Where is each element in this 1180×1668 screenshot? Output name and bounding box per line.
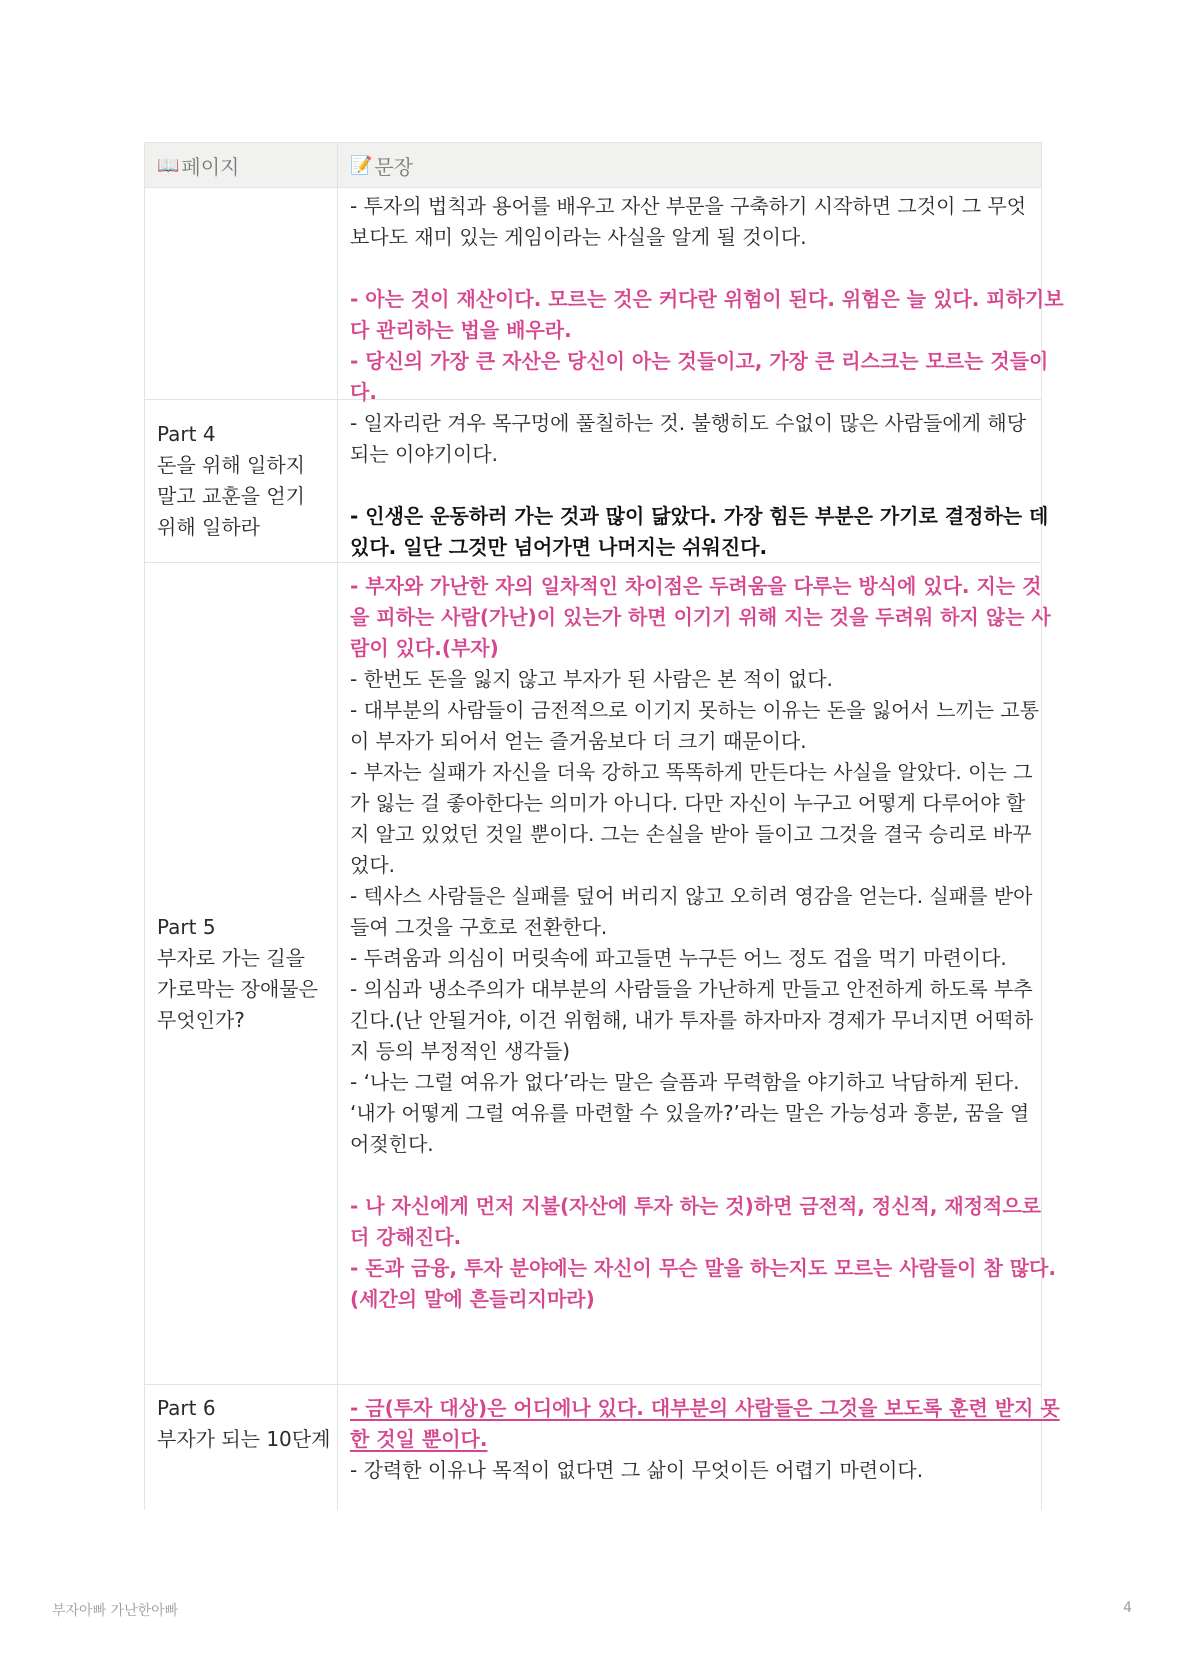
text-cell	[338, 1385, 1070, 1510]
highlight-line: 다.	[350, 380, 377, 404]
part-subtitle: 무엇인가?	[157, 1007, 245, 1032]
table-row	[145, 1385, 1060, 1510]
highlight-line: 람이 있다.(부자)	[350, 636, 499, 660]
highlight-line: - 돈과 금융, 투자 분야에는 자신이 무슨 말을 하는지도 모르는 사람들이 참 많다.	[350, 1256, 1056, 1280]
memo-icon: 📝	[350, 154, 373, 176]
highlight-line: 더 강해진다.	[350, 1225, 462, 1249]
table-row	[145, 400, 1049, 563]
footer-document-title: 부자아빠 가난한아빠	[52, 1603, 179, 1619]
text-cell	[338, 563, 1066, 1384]
table-row	[145, 563, 1056, 1385]
notes-table	[144, 142, 1064, 1510]
quote-line: 지 등의 부정적인 생각들)	[350, 1039, 571, 1063]
header-page-label: 페이지	[181, 154, 240, 179]
table-header	[145, 142, 1041, 188]
quote-line: 되는 이야기이다.	[350, 442, 498, 466]
footer-page-number: 4	[1123, 1600, 1132, 1616]
spacer	[350, 1160, 1056, 1191]
part-title: Part 6	[157, 1396, 216, 1420]
highlight-line: - 당신의 가장 큰 자산은 당신이 아는 것들이고, 가장 큰 리스크는 모르는 것들이	[350, 349, 1049, 373]
quote-line: 가 잃는 걸 좋아한다는 의미가 아니다. 다만 자신이 누구고 어떻게 다루어야 할	[350, 791, 1026, 815]
highlight-line: 을 피하는 사람(가난)이 있는가 하면 이기기 위해 지는 것을 두려워 하지 않는 사	[350, 605, 1051, 629]
spacer	[350, 470, 1048, 501]
highlight-line: - 아는 것이 재산이다. 모르는 것은 커다란 위험이 된다. 위험은 늘 있다. 피하기보	[350, 287, 1064, 311]
quote-line: - 강력한 이유나 목적이 없다면 그 삶이 무엇이든 어렵기 마련이다.	[350, 1458, 924, 1482]
part-label	[157, 563, 325, 1384]
page-cell	[145, 563, 338, 1384]
quote-line: - 텍사스 사람들은 실패를 덮어 버리지 않고 오히려 영감을 얻는다. 실패를 받아	[350, 884, 1033, 908]
bold-line: - 인생은 운동하러 가는 것과 많이 닮았다. 가장 힘든 부분은 가기로 결정하는 데	[350, 504, 1049, 528]
quote-line: 지 알고 있었던 것일 뿐이다. 그는 손실을 받아 들이고 그것을 결국 승리로 바꾸	[350, 822, 1032, 846]
quote-line: 들여 그것을 구호로 전환한다.	[350, 915, 608, 939]
header-text-cell	[338, 143, 1041, 187]
quote-line: 어젖힌다.	[350, 1132, 434, 1156]
text-cell	[338, 400, 1058, 562]
quote-line: - 의심과 냉소주의가 대부분의 사람들을 가난하게 만들고 안전하게 하도록 부추	[350, 977, 1033, 1001]
quote-line: - 일자리란 겨우 목구멍에 풀칠하는 것. 불행히도 수없이 많은 사람들에게 해당	[350, 411, 1027, 435]
quote-line: - 대부분의 사람들이 금전적으로 이기지 못하는 이유는 돈을 잃어서 느끼는 고통	[350, 698, 1040, 722]
part-subtitle: 가로막는 장애물은	[157, 976, 318, 1001]
quote-line: 긴다.(난 안될거야, 이건 위험해, 내가 투자를 하자마자 경제가 무너지면 어떡하	[350, 1008, 1034, 1032]
quote-line: - 한번도 돈을 잃지 않고 부자가 된 사람은 본 적이 없다.	[350, 667, 833, 691]
part-subtitle: 부자가 되는 10단계	[157, 1427, 331, 1451]
quote-line: - ‘나는 그럴 여유가 없다’라는 말은 슬픔과 무력함을 야기하고 낙담하게 된다.	[350, 1070, 1020, 1094]
part-title: Part 5	[157, 914, 216, 939]
highlight-line: (세간의 말에 흔들리지마라)	[350, 1287, 595, 1311]
quote-line: ‘내가 어떻게 그럴 여유를 마련할 수 있을까?’라는 말은 가능성과 흥분, 꿈을 열	[350, 1101, 1030, 1125]
quote-line: 이 부자가 되어서 얻는 즐거움보다 더 크기 때문이다.	[350, 729, 807, 753]
part-subtitle: 말고 교훈을 얻기	[157, 484, 305, 508]
page-cell	[145, 1385, 338, 1510]
table-row	[145, 188, 1064, 404]
quote-line: - 투자의 법칙과 용어를 배우고 자산 부문을 구축하기 시작하면 그것이 그 무엇	[350, 194, 1027, 218]
page-cell	[145, 400, 338, 562]
quote-line: - 두려움과 의심이 머릿속에 파고들면 누구든 어느 정도 겁을 먹기 마련이다.	[350, 946, 1007, 970]
quote-line: 보다도 재미 있는 게임이라는 사실을 알게 될 것이다.	[350, 225, 807, 249]
page-cell	[145, 188, 338, 399]
part-subtitle: 위해 일하라	[157, 515, 260, 539]
underlined-highlight-line: - 금(투자 대상)은 어디에나 있다. 대부분의 사람들은 그것을 보도록 훈련 받지 못	[350, 1396, 1060, 1420]
highlight-line: 다 관리하는 법을 배우라.	[350, 318, 572, 342]
quote-line: 었다.	[350, 853, 395, 877]
part-subtitle: 부자로 가는 길을	[157, 945, 305, 970]
part-label	[157, 400, 325, 562]
part-title: Part 4	[157, 422, 216, 446]
highlight-line: - 부자와 가난한 자의 일차적인 차이점은 두려움을 다루는 방식에 있다. 지는 것	[350, 574, 1042, 598]
text-cell	[338, 188, 1074, 404]
part-subtitle: 돈을 위해 일하지	[157, 453, 305, 477]
book-icon: 📖	[157, 154, 180, 176]
header-page-cell	[145, 143, 338, 187]
underlined-highlight-line: 한 것일 뿐이다.	[350, 1427, 488, 1451]
bold-line: 있다. 일단 그것만 넘어가면 나머지는 쉬워진다.	[350, 535, 768, 559]
quote-line: - 부자는 실패가 자신을 더욱 강하고 똑똑하게 만든다는 사실을 알았다. 이는 그	[350, 760, 1033, 784]
header-text-label: 문장	[374, 154, 414, 179]
spacer	[350, 253, 1064, 284]
highlight-line: - 나 자신에게 먼저 지불(자산에 투자 하는 것)하면 금전적, 정신적, 재정적으로	[350, 1194, 1042, 1218]
